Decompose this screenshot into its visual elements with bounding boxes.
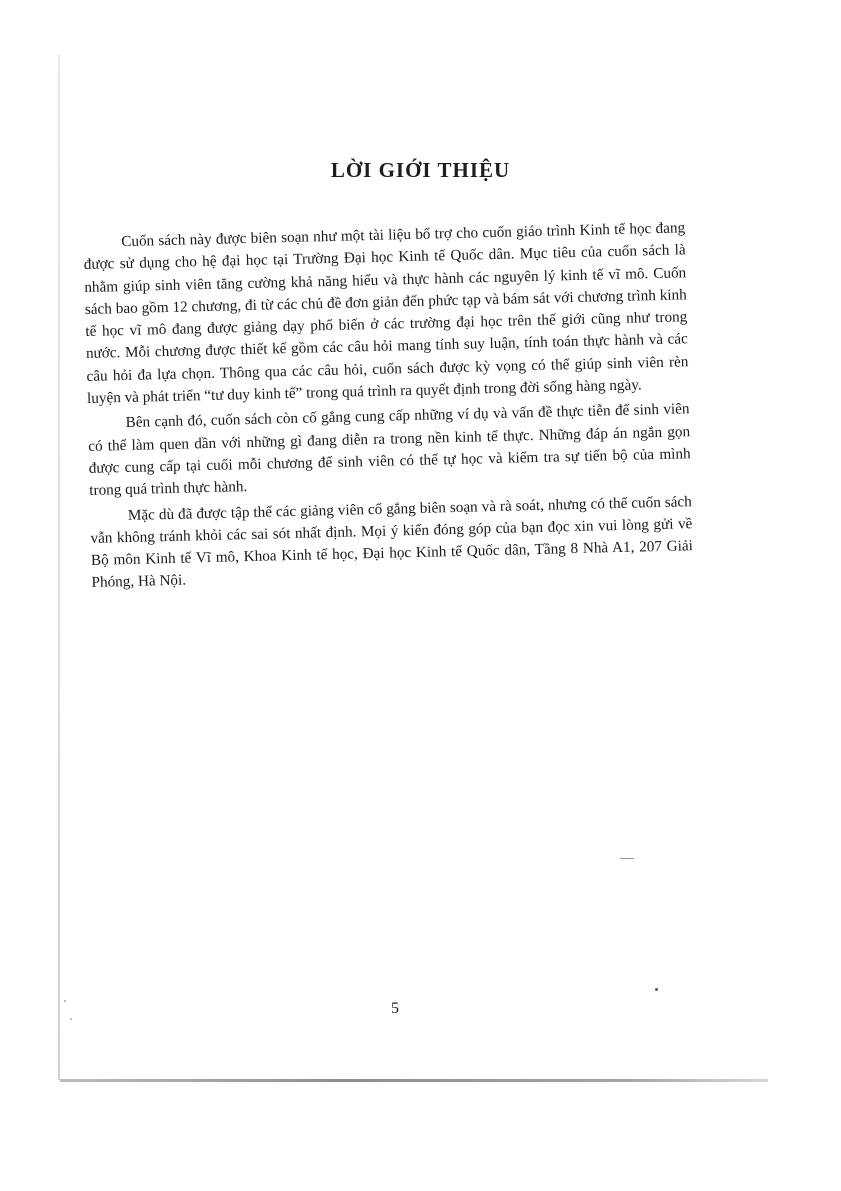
- paragraph-feedback: Mặc dù đã được tập thể các giảng viên cố gắng biên soạn và rà soát, nhưng có thể cuốn sách vẫn không tránh khỏi các sai sót nhất định. Mọi ý kiến đóng góp của bạn đọc xin vui lòng gửi về Bộ môn Kinh tế Vĩ mô, Khoa Kinh tế học, Đại học Kinh tế Quốc dân, Tầng 8 Nhà A1, 207 Giải Phóng, Hà Nội.: [90, 492, 694, 592]
- paragraph-intro: Cuốn sách này được biên soạn như một tài liệu bổ trợ cho cuốn giáo trình Kinh tế học đang được sử dụng cho hệ đại học tại Trường Đại học Kinh tế Quốc dân. Mục tiêu của cuốn sách là nhằm giúp sinh viên tăng cường khả năng hiểu và thực hành các nguyên lý kinh tế vĩ mô. Cuốn sách bao gồm 12 chương, đi từ các chủ đề đơn giản đến phức tạp và bám sát với chương trình kinh tế học vĩ mô đang được giảng dạy phổ biến ở các trường đại học trên thế giới cũng như trong nước. Mỗi chương được thiết kế gồm các câu hỏi mang tính suy luận, tính toán thực hành và các câu hỏi đa lựa chọn. Thông qua các câu hỏi, cuốn sách được kỳ vọng có thể giúp sinh viên rèn luyện và phát triển “tư duy kinh tế” trong quá trình ra quyết định trong đời sống hàng ngày.: [83, 219, 689, 408]
- page-bottom-edge: [60, 1079, 768, 1082]
- scan-speck: [64, 1000, 66, 1002]
- page-number: 5: [391, 1000, 399, 1017]
- paragraph-examples: Bên cạnh đó, cuốn sách còn cố gắng cung cấp những ví dụ và vấn đề thực tiễn để sinh viên có thể làm quen dần với những gì đang diễn ra trong nền kinh tế thực. Những đáp án ngắn gọn được cung cấp tại cuối mỗi chương để sinh viên có thể tự học và kiểm tra sự tiến bộ của mình trong quá trình thực hành.: [88, 400, 691, 500]
- scan-speck: [620, 858, 634, 859]
- scan-speck: [70, 1018, 72, 1020]
- scan-speck: [655, 988, 658, 991]
- page-left-edge: [58, 55, 60, 1080]
- body-text: [83, 217, 694, 594]
- page-title: LỜI GIỚI THIỆU: [330, 158, 511, 182]
